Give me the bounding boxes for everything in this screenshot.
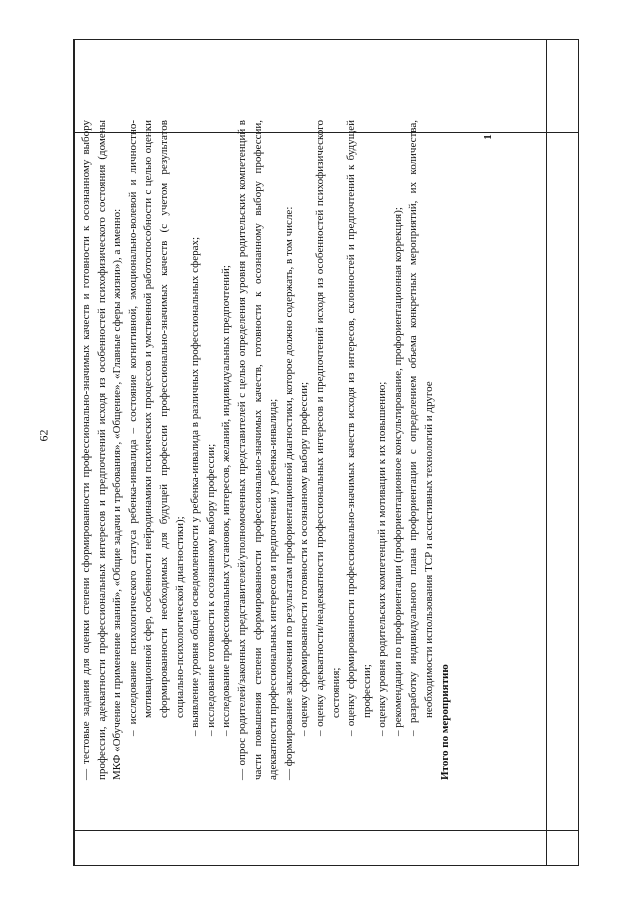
rotated-content: [79, 120, 549, 780]
list-item: – оценку сформированности готовности к осознанному выбору профессии;: [298, 381, 311, 736]
list-item: – рекомендации по профориентации (профориентационное консультирование, профориентационная коррекция);: [391, 207, 404, 736]
column-number: 1: [481, 134, 494, 140]
page-number: 62: [36, 429, 51, 442]
table-border-left: [74, 40, 75, 865]
list-item: — опрос родителей/законных представителей/уполномоченных представителей с целью определения уровня родительских компетенций в части повышения степени сформированности профессионально-значимых качеств, готовности к осознанному выбору профессии, адекватности профессиональных интересов и предпочтений у ребенка-инвалида;: [235, 120, 280, 780]
list-item: – выявление уровня общей осведомленности у ребенка-инвалида в различных профессиональных сферах;: [189, 236, 202, 736]
list-item: – оценку уровня родительских компетенций и мотивации к их повышению;: [376, 381, 389, 736]
total-label: Итого по мероприятию: [438, 664, 451, 780]
list-item: — формирование заключения по результатам профориентационной диагностики, которое должно содержать, в том числе:: [282, 206, 295, 780]
list-item: — тестовые задания для оценки степени сформированности профессионально-значимых качеств и готовности к осознанному выбору профессии, адекватности профессиональных интересов и предпочтений исходя из особенностей психофизического состояния (домены МКФ «Обучение и применение знаний», «Общие задачи и требования», «Общение», «Главные сферы жизни»), а именно:: [80, 120, 124, 780]
list-item: – оценку сформированности профессионально-значимых качеств исходя из интересов, склонностей и предпочтений к будущей профессии;: [345, 120, 373, 736]
list-item: – оценку адекватности/неадекватности профессиональных интересов и предпочтений исходя из особенностей психофизического состояния;: [313, 120, 342, 736]
list-item: – исследование психологического статуса ребенка-инвалида – состояние когнитивной, эмоционально-волевой и личностно-мотивационной сфер, особенности нейродинамики психических процессов и умственной работоспособности с целью оценки сформированности необходимых для будущей профессии профессионально-значимых качеств (с учетом результатов социально-психологической диагностики);: [126, 120, 186, 736]
table-row-divider-bottom: [74, 830, 578, 831]
list-item: – исследование профессиональных установок, интересов, желаний, индивидуальных предпочтений;: [220, 265, 233, 736]
list-item: – исследование готовности к осознанному выбору профессии;: [204, 443, 217, 736]
list-item: – разработку индивидуального плана профориентации с определением объема конкретных мероприятий, их количества, необходимости использования ТСР и ассистивных технологий и другое: [407, 120, 436, 736]
